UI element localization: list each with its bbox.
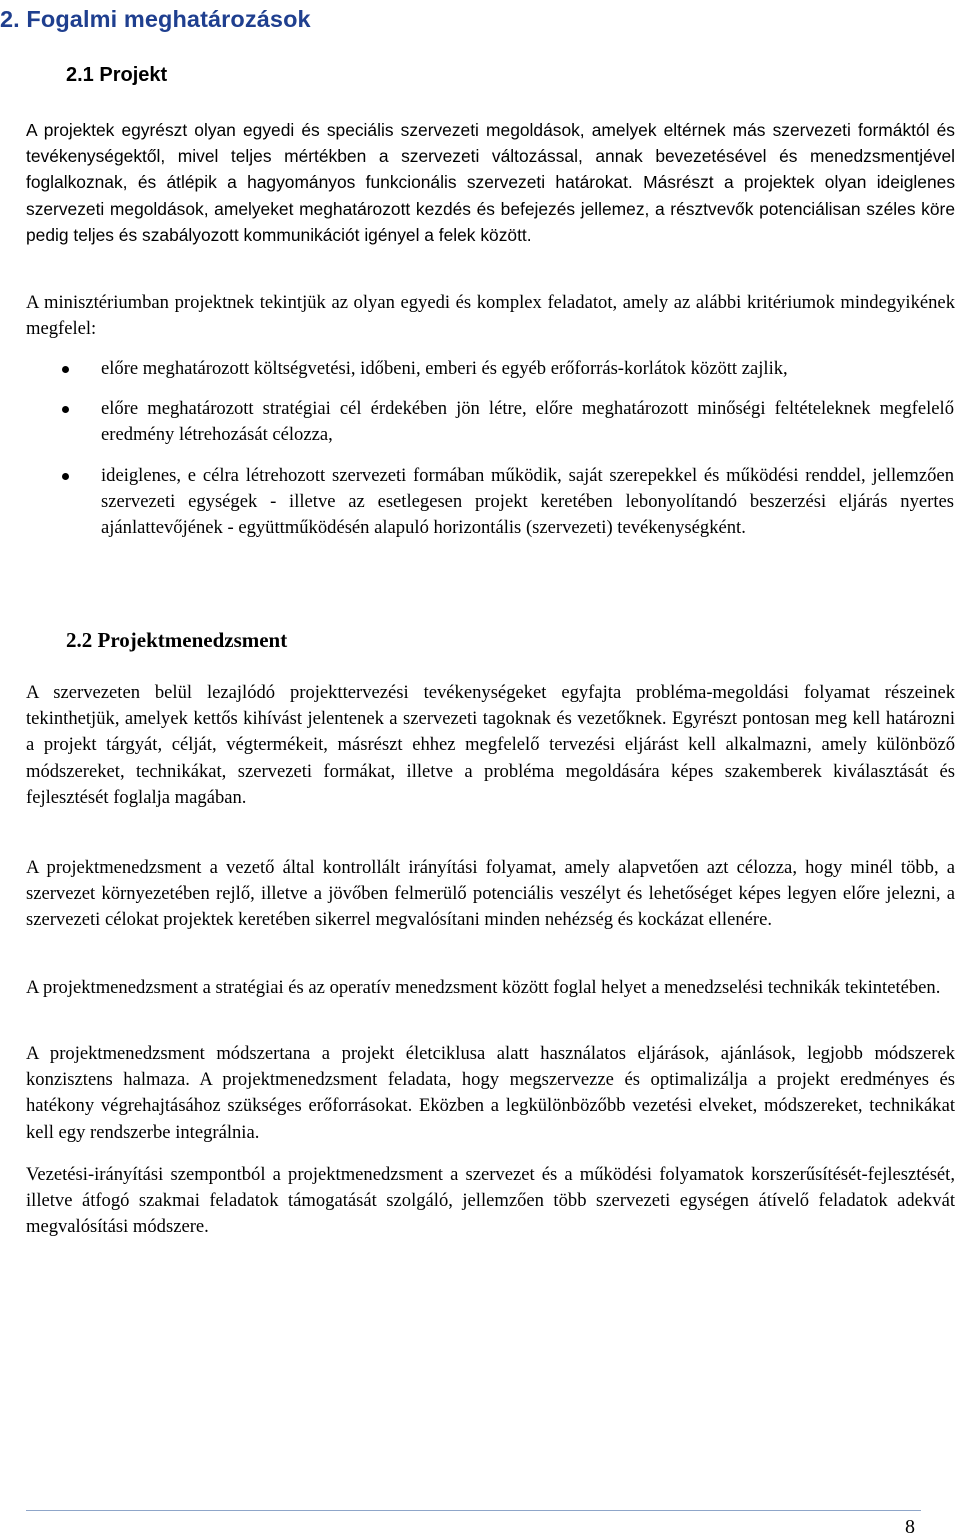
criteria-text: ideiglenes, e célra létrehozott szervezeti formában működik, saját szerepekkel és működési renddel, jellemzően szervezeti egységek - illetve az esetlegesen projekt keretében lebonyolítandó beszerzési eljárás nyertes ajánlattevőjének - együttműködésén alapuló horizontális (szervezeti) tevékenységként.: [101, 464, 954, 539]
bullet-icon: [62, 473, 69, 480]
paragraph-pm-4: A projektmenedzsment módszertana a projekt életciklusa alatt használatos eljárások, ajánlások, legjobb módszerek konzisztens halmaza. A projektmenedzsment feladata, hogy megszervezze és optimalizálja a projekt eredményes és hatékony végrehajtásához szükséges erőforrásokat. Eközben a legkülönbözőbb vezetési elveket, módszereket, technikákat kell egy rendszerbe integrálnia.: [26, 1043, 955, 1143]
paragraph-ministry-definition: A minisztériumban projektnek tekintjük az olyan egyedi és komplex feladatot, amely az alábbi kritériumok mindegyikének megfelel:: [26, 292, 955, 340]
paragraph-pm-5: Vezetési-irányítási szempontból a projektmenedzsment a szervezet és a működési folyamatok korszerűsítését-fejlesztését, illetve átfogó szakmai feladatok támogatását szolgáló, jellemzően több szervezeti egységen átívelő feladatok adekvát megvalósítási módszere.: [26, 1164, 955, 1238]
bullet-icon: [62, 366, 69, 373]
page-number: 8: [905, 1516, 915, 1538]
paragraph-projekt-definition: [26, 117, 955, 248]
criteria-text: előre meghatározott stratégiai cél érdekében jön létre, előre meghatározott minőségi feltételeknek megfelelő eredmény létrehozását célozza,: [101, 398, 954, 446]
paragraph-projekt-definition-part-2: Másrészt a projektek olyan ideiglenes szervezeti megoldások, amelyeket meghatározott kezdés és befejezés jellemez, a résztvevők potenciálisan széles köre pedig teljes és szabályozott kommunikációt igényel a felek között.: [26, 172, 956, 245]
subsection-heading-projekt: 2.1 Projekt: [66, 64, 168, 86]
paragraph-pm-1: A szervezeten belül lezajlódó projekttervezési tevékenységeket egyfajta probléma-megoldási folyamat részeinek tekinthetjük, amelyek kettős kihívást jelentenek a szervezeti tagoknak és vezetőknek. Egyrészt pontosan meg kell határozni a projekt tárgyát, célját, végtermékeit, másrészt ehhez megfelelő tervezési eljárást kell alkalmazni, amely különböző módszereket, technikákat, szervezeti formákat, illetve a probléma megoldására képes szakemberek kiválasztását és fejlesztését foglalja magában.: [26, 682, 955, 808]
section-heading: 2. Fogalmi meghatározások: [0, 6, 311, 32]
paragraph-pm-3: A projektmenedzsment a stratégiai és az operatív menedzsment között foglal helyet a menedzselési technikák tekintetében.: [26, 977, 941, 998]
criteria-list-item: [0, 396, 954, 448]
footer-divider: [26, 1510, 921, 1511]
criteria-list-item: [0, 356, 954, 382]
paragraph-projekt-definition-part-1: A projektek egyrészt olyan egyedi és speciális szervezeti megoldások, amelyek eltérnek más szervezeti formáktól és tevékenységektől, mivel teljes mértékben a szervezeti változással, annak bevezetésével és menedzsmentjével foglalkoznak, és átlépik a hagyományos funkcionális szervezeti határokat.: [26, 120, 955, 193]
criteria-text: előre meghatározott költségvetési, időbeni, emberi és egyéb erőforrás-korlátok között zajlik,: [101, 358, 788, 379]
criteria-list: [0, 356, 960, 541]
criteria-list-item: [0, 463, 954, 542]
paragraph-pm-2: A projektmenedzsment a vezető által kontrollált irányítási folyamat, amely alapvetően azt célozza, hogy minél több, a szervezet környezetében rejlő, illetve a jövőben felmerülő potenciális veszélyt és lehetőséget képes legyen előre jelezni, a szervezeti célokat projektek keretében sikerrel megvalósítani minden nehézség és kockázat ellenére.: [26, 857, 955, 931]
subsection-heading-projektmenedzsment: 2.2 Projektmenedzsment: [66, 628, 288, 652]
bullet-icon: [62, 406, 69, 413]
